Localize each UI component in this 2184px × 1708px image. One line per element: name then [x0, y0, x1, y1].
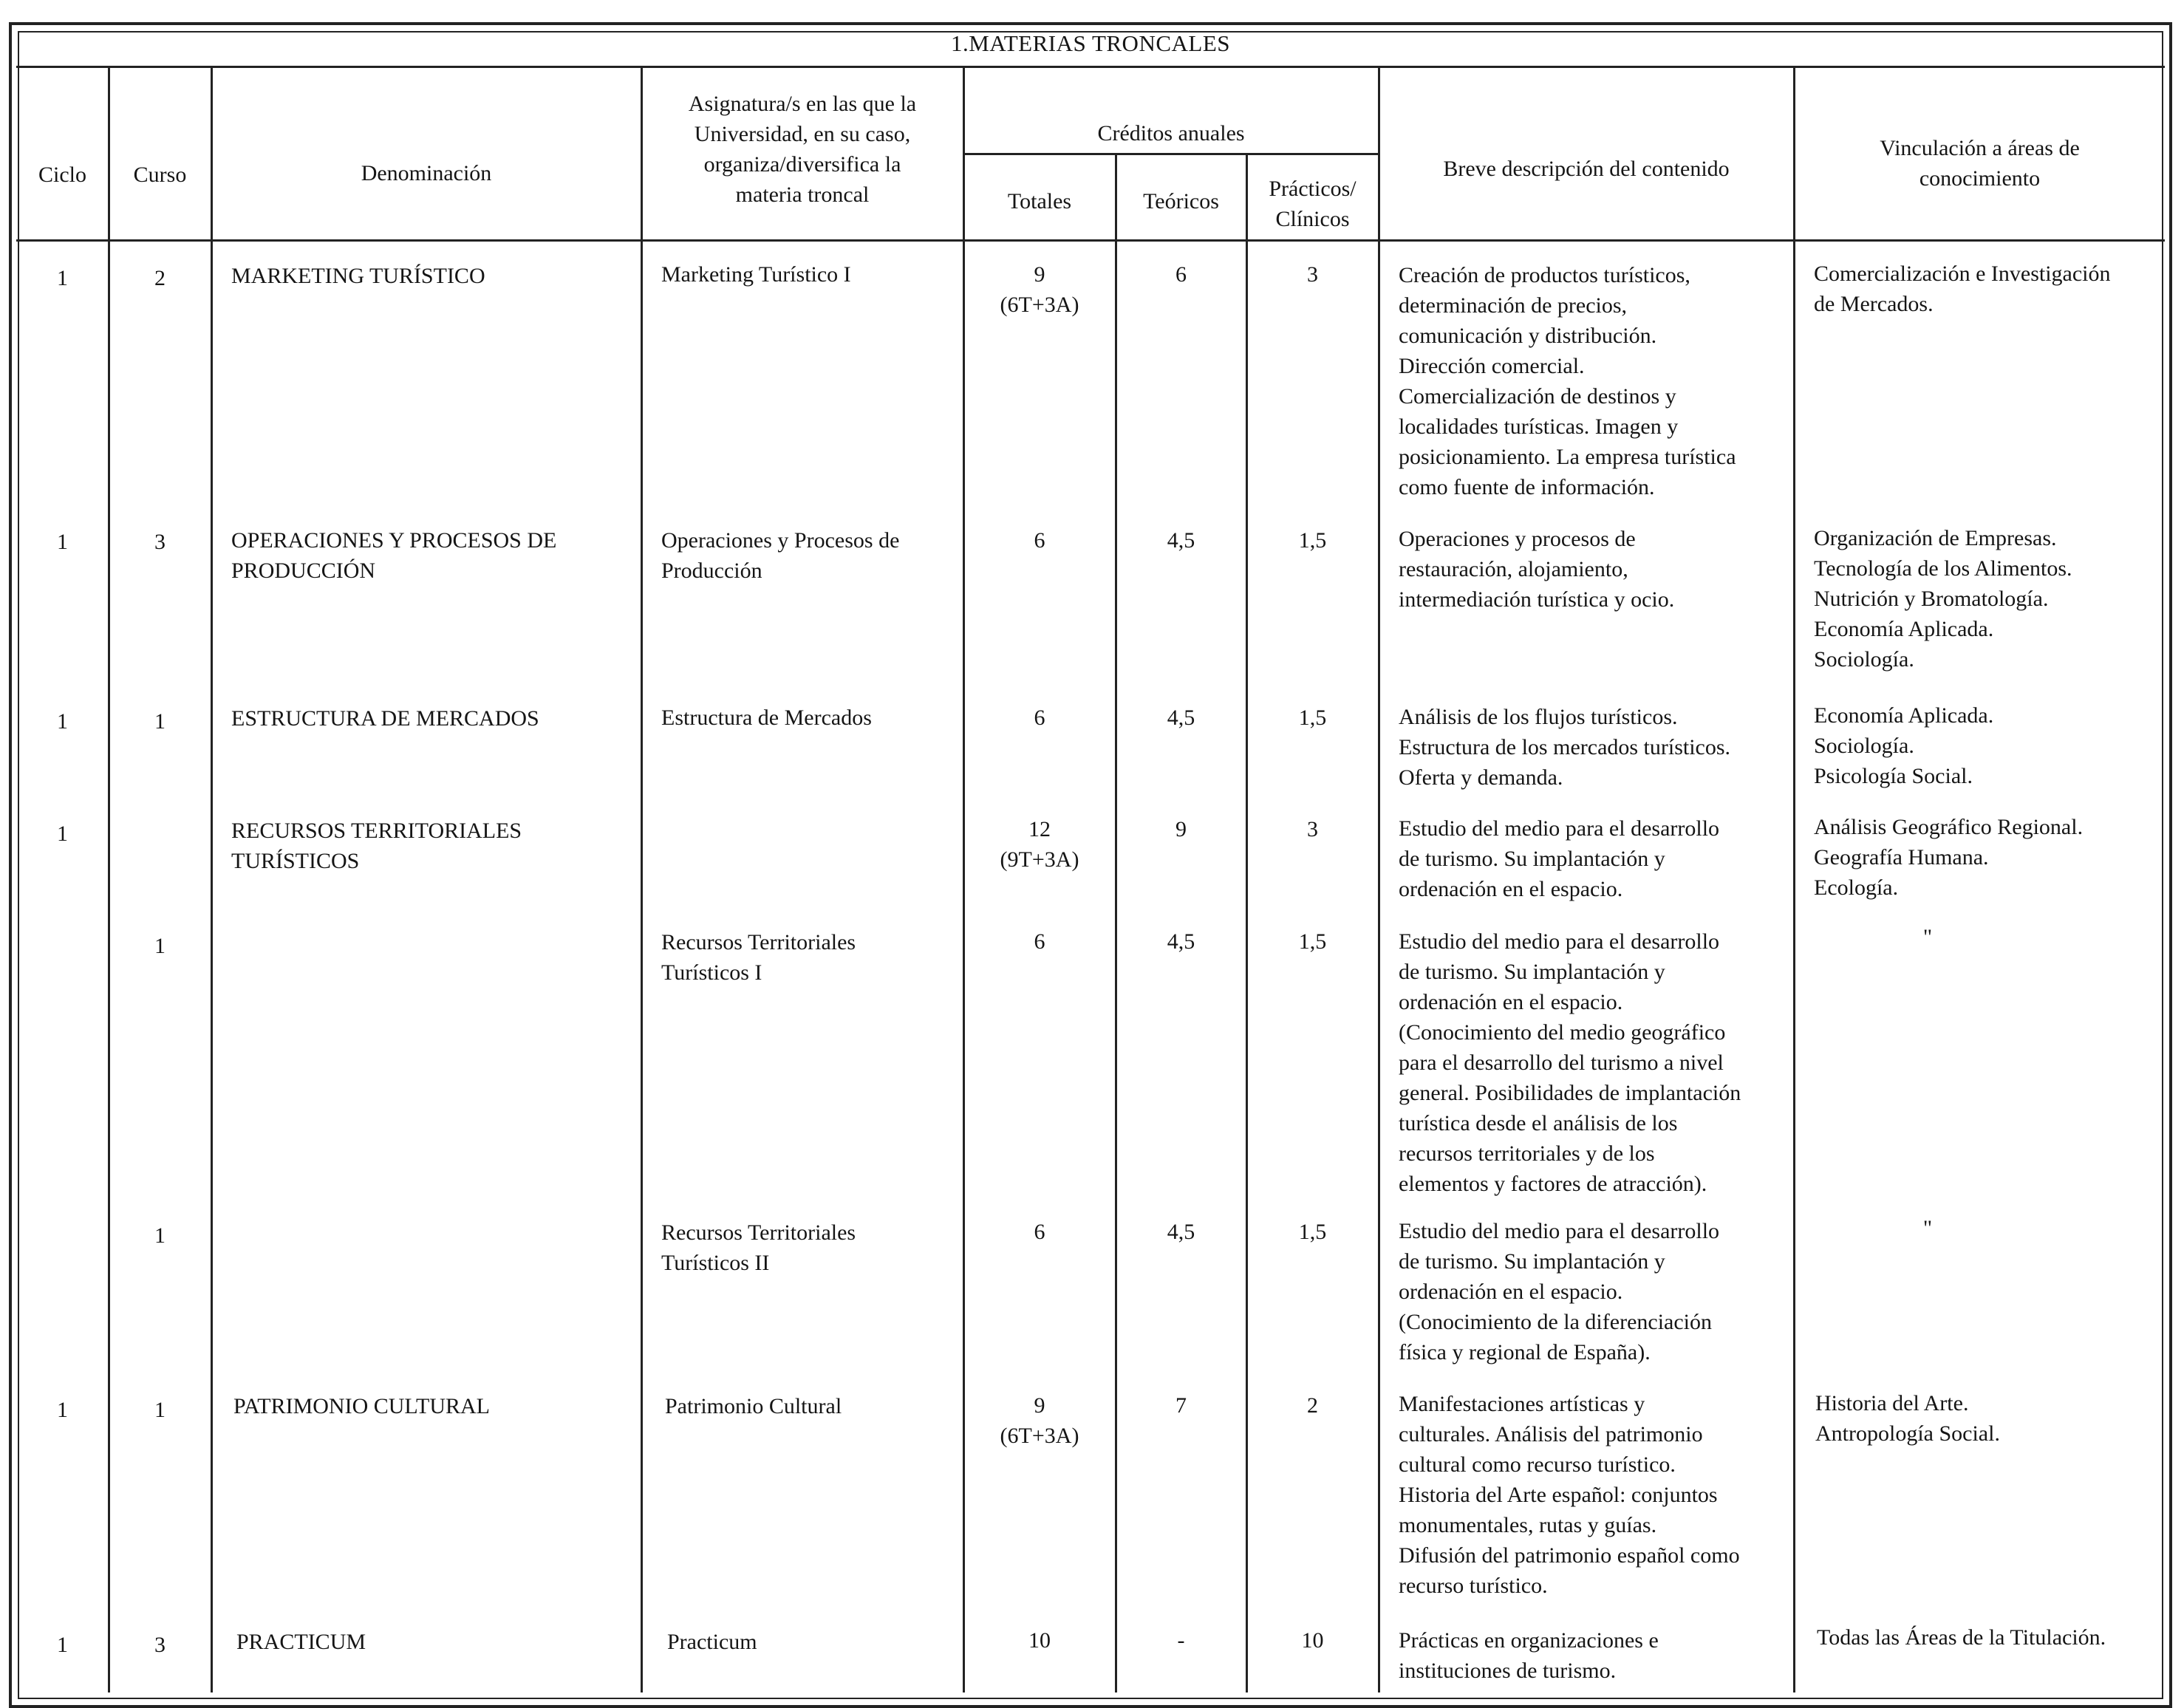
title-divider — [16, 66, 2165, 68]
cell-teoricos: 4,5 — [1167, 1220, 1195, 1244]
cell-descripcion: Manifestaciones artísticas y culturales. Análisis del patrimonio cultural como recurso turístico. Historia del Arte español: conjuntos monumentales, rutas y guías. Difusión del patrimonio español como recurso turístico. — [1399, 1392, 1740, 1598]
header-descripcion: Breve descripción del contenido — [1443, 157, 1730, 181]
cell-totales: 9 (6T+3A) — [1000, 1393, 1079, 1448]
cell-teoricos: 4,5 — [1167, 929, 1195, 954]
cell-teoricos: 6 — [1175, 262, 1187, 287]
header-curso: Curso — [133, 163, 187, 187]
cell-totales: 6 — [1034, 929, 1045, 954]
cell-curso: 1 — [154, 709, 165, 734]
cell-descripcion: Estudio del medio para el desarrollo de turismo. Su implantación y ordenación en el espacio. (Conocimiento del medio geográfico para el desarrollo del turismo a nivel general. Posibilidades de implantación turística desde el análisis de los recursos territoriales y de los elementos y factores de atracción). — [1399, 929, 1741, 1196]
col-divider-teoricos — [1246, 154, 1248, 1692]
col-divider-ciclo — [108, 67, 110, 1692]
cell-asignatura: Practicum — [667, 1630, 757, 1654]
cell-descripcion: Operaciones y procesos de restauración, alojamiento, intermediación turística y ocio. — [1399, 527, 1675, 612]
cell-totales: 6 — [1034, 1220, 1045, 1244]
col-divider-descripcion — [1793, 67, 1795, 1692]
cell-vinculacion: Comercialización e Investigación de Mercados. — [1814, 262, 2111, 316]
cell-curso: 1 — [154, 1223, 165, 1248]
header-totales: Totales — [1007, 189, 1072, 214]
cell-totales: 6 — [1034, 706, 1045, 730]
cell-curso: 1 — [154, 1398, 165, 1422]
cell-ciclo: 1 — [57, 266, 68, 290]
table-title: 1.MATERIAS TRONCALES — [950, 30, 1231, 56]
header-teoricos: Teóricos — [1143, 189, 1219, 214]
cell-curso: 1 — [154, 934, 165, 958]
cell-practicos: 3 — [1307, 262, 1318, 287]
header-denominacion: Denominación — [361, 161, 492, 185]
cell-practicos: 1,5 — [1298, 929, 1327, 954]
cell-ciclo: 1 — [57, 709, 68, 734]
cell-denominacion: PATRIMONIO CULTURAL — [233, 1394, 490, 1418]
cell-teoricos: - — [1177, 1628, 1185, 1653]
cell-vinculacion: Historia del Arte. Antropología Social. — [1815, 1391, 2000, 1446]
cell-vinculacion: " — [1922, 925, 1933, 949]
cell-ciclo: 1 — [57, 530, 68, 554]
cell-vinculacion: " — [1922, 1216, 1933, 1240]
header-creditos-anuales: Créditos anuales — [1097, 121, 1245, 146]
cell-vinculacion: Organización de Empresas. Tecnología de los Alimentos. Nutrición y Bromatología. Economía Aplicada. Sociología. — [1814, 526, 2072, 672]
cell-practicos: 1,5 — [1298, 1220, 1327, 1244]
cell-teoricos: 4,5 — [1167, 528, 1195, 553]
cell-denominacion: RECURSOS TERRITORIALES TURÍSTICOS — [231, 819, 522, 873]
header-vinculacion: Vinculación a áreas de conocimiento — [1880, 136, 2080, 191]
col-divider-totales — [1115, 154, 1117, 1692]
col-divider-denominacion — [641, 67, 643, 1692]
cell-teoricos: 9 — [1175, 817, 1187, 841]
cell-descripcion: Estudio del medio para el desarrollo de turismo. Su implantación y ordenación en el espacio. (Conocimiento de la diferenciación física y regional de España). — [1399, 1219, 1720, 1364]
cell-descripcion: Creación de productos turísticos, determinación de precios, comunicación y distribución. Dirección comercial. Comercialización de destinos y localidades turísticas. Imagen y posicionamiento. La empresa turística como fuente de información. — [1399, 263, 1736, 499]
cell-vinculacion: Economía Aplicada. Sociología. Psicología Social. — [1814, 703, 1994, 788]
cell-asignatura: Estructura de Mercados — [661, 706, 872, 730]
cell-asignatura: Recursos Territoriales Turísticos I — [661, 930, 856, 985]
cell-asignatura: Operaciones y Procesos de Producción — [661, 528, 900, 583]
cell-totales: 6 — [1034, 528, 1045, 553]
cell-descripcion: Estudio del medio para el desarrollo de turismo. Su implantación y ordenación en el espacio. — [1399, 816, 1720, 901]
col-divider-practicos — [1378, 67, 1380, 1692]
header-ciclo: Ciclo — [38, 163, 86, 187]
cell-practicos: 3 — [1307, 817, 1318, 841]
header-asignatura: Asignatura/s en las que la Universidad, en su caso, organiza/diversifica la materia troncal — [688, 92, 917, 207]
cell-practicos: 10 — [1301, 1628, 1324, 1653]
cell-ciclo: 1 — [57, 1398, 68, 1422]
cell-denominacion: PRACTICUM — [236, 1630, 366, 1654]
cell-asignatura: Marketing Turístico I — [661, 262, 851, 287]
cell-practicos: 1,5 — [1298, 706, 1327, 730]
cell-curso: 2 — [154, 266, 165, 290]
cell-teoricos: 7 — [1175, 1393, 1187, 1418]
cell-vinculacion: Análisis Geográfico Regional. Geografía Humana. Ecología. — [1814, 815, 2084, 900]
cell-asignatura: Patrimonio Cultural — [665, 1394, 842, 1418]
cell-denominacion: OPERACIONES Y PROCESOS DE PRODUCCIÓN — [231, 528, 557, 583]
cell-practicos: 1,5 — [1298, 528, 1327, 553]
col-divider-curso — [211, 67, 213, 1692]
cell-curso: 3 — [154, 530, 165, 554]
header-practicos: Prácticos/ Clínicos — [1269, 177, 1357, 231]
cell-curso: 3 — [154, 1633, 165, 1657]
cell-ciclo: 1 — [57, 1633, 68, 1657]
cell-asignatura: Recursos Territoriales Turísticos II — [661, 1220, 856, 1275]
cell-descripcion: Análisis de los flujos turísticos. Estructura de los mercados turísticos. Oferta y demanda. — [1399, 705, 1731, 790]
cell-totales: 12 (9T+3A) — [1000, 817, 1079, 872]
creditos-subheader-divider — [963, 153, 1379, 155]
cell-descripcion: Prácticas en organizaciones e instituciones de turismo. — [1399, 1628, 1659, 1683]
header-divider — [16, 239, 2165, 242]
cell-practicos: 2 — [1307, 1393, 1318, 1418]
cell-totales: 9 (6T+3A) — [1000, 262, 1079, 317]
cell-ciclo: 1 — [57, 821, 68, 846]
cell-teoricos: 4,5 — [1167, 706, 1195, 730]
cell-denominacion: MARKETING TURÍSTICO — [231, 264, 485, 288]
cell-totales: 10 — [1028, 1628, 1051, 1653]
cell-denominacion: ESTRUCTURA DE MERCADOS — [231, 706, 539, 731]
cell-vinculacion: Todas las Áreas de la Titulación. — [1817, 1625, 2106, 1650]
